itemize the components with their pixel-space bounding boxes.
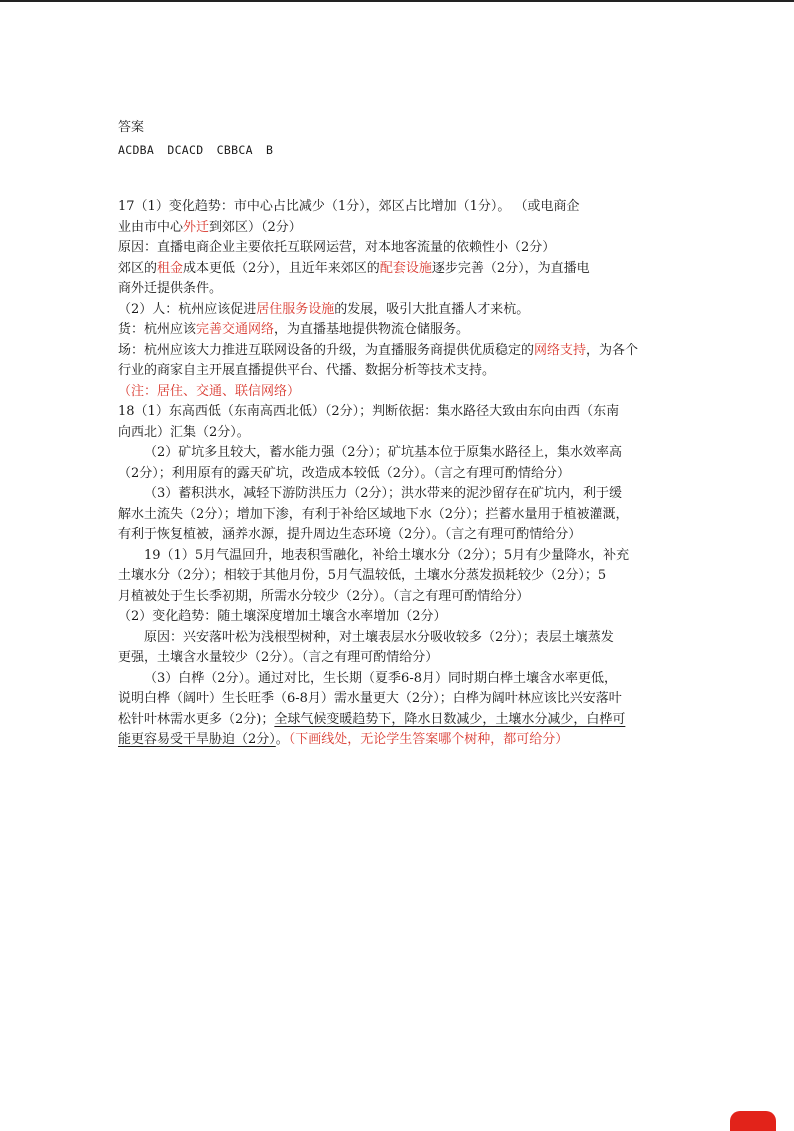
answer-line	[118, 423, 678, 444]
answer-line	[118, 238, 678, 259]
answer-sheet	[118, 118, 678, 751]
top-border-line	[0, 0, 794, 2]
highlight-text: （注：居住、交通、联信网络）	[118, 383, 301, 399]
answer-line	[118, 484, 678, 505]
highlight-text: 租金	[157, 260, 184, 276]
answer-heading: 答案	[118, 120, 145, 135]
answer-text: 说明白桦（阔叶）生长旺季（6-8月）需水量更大（2分）；白桦为阔叶林应该比兴安落叶	[118, 691, 622, 706]
highlight-text: （下画线处，无论学生答案哪个树种，都可给分）	[288, 732, 569, 747]
answer-text: 业由市中心	[118, 219, 184, 235]
answer-line	[118, 300, 678, 321]
answer-text: 松针叶林需水更多（2分)；	[118, 711, 275, 727]
answer-line	[118, 710, 678, 731]
multiple-choice-answers: ACDBA DCACD CBBCA B	[118, 142, 274, 157]
answer-text: 原因：直播电商企业主要依托互联网运营，对本地客流量的依赖性小（2分）	[118, 240, 556, 255]
answer-text: （2分）；利用原有的露天矿坑，改造成本较低（2分）。（言之有理可酌情给分）	[118, 465, 571, 481]
answer-line	[118, 689, 678, 710]
answer-text: 成本更低（2分），且近年来郊区的	[183, 260, 380, 276]
answer-text: 场：杭州应该大力推进互联网设备的升级，为直播服务商提供优质稳定的	[118, 342, 535, 358]
answer-line	[118, 218, 678, 239]
answer-text: （3）蓄积洪水，减轻下游防洪压力（2分）；洪水带来的泥沙留存在矿坑内，利于缓	[144, 486, 623, 501]
answer-text: 商外迁提供条件。	[118, 281, 223, 296]
answer-text: 向西北）汇集（2分）。	[118, 424, 250, 440]
highlight-text: 网络支持	[534, 342, 587, 358]
answer-text: 18（1）东高西低（东南高西北低）（2分）；判断依据：集水路径大致由东向由西（东南	[118, 404, 620, 419]
answer-line	[118, 402, 678, 423]
highlight-text: 外迁	[183, 219, 210, 235]
corner-badge	[730, 1111, 776, 1131]
answer-text: 原因：兴安落叶松为浅根型树种，对土壤表层水分吸收较多（2分）；表层土壤蒸发	[144, 629, 614, 645]
answer-text: 到郊区）（2分）	[209, 219, 302, 235]
answer-line	[118, 525, 678, 546]
underlined-text: 全球气候变暖趋势下，降水日数减少，土壤水分减少，白桦可	[274, 711, 626, 727]
answer-line	[118, 197, 678, 218]
answer-text: 。	[275, 732, 289, 747]
answer-text: 郊区的	[118, 260, 158, 276]
answer-text: （2）人：杭州应该促进	[118, 301, 257, 317]
answer-text: ，为直播基地提供物流仓储服务。	[274, 322, 470, 337]
answer-line	[118, 628, 678, 649]
answer-line	[118, 443, 678, 464]
answer-text: 的发展，吸引大批直播人才来杭。	[334, 301, 530, 317]
answer-text: 17（1）变化趋势：市中心占比减少（1分），郊区占比增加（1分）。 （或电商企	[118, 199, 580, 214]
answer-line	[118, 587, 678, 608]
answer-line	[118, 505, 678, 526]
highlight-text: 配套设施	[379, 260, 432, 276]
answer-text: （2）变化趋势：随土壤深度增加土壤含水率增加（2分）	[118, 609, 447, 624]
answer-line	[118, 341, 678, 362]
answer-line	[118, 279, 678, 300]
answer-line	[118, 566, 678, 587]
answer-text: 土壤水分（2分）；相较于其他月份，5月气温较低，土壤水分蒸发损耗较少（2分）；5	[118, 568, 607, 583]
answer-line	[118, 669, 678, 690]
answer-line	[118, 259, 678, 280]
highlight-text: 居住服务设施	[256, 301, 335, 317]
answer-body	[118, 197, 678, 751]
answer-line	[118, 730, 678, 751]
answer-text: （2）矿坑多且较大，蓄水能力强（2分）；矿坑基本位于原集水路径上，集水效率高	[144, 445, 623, 460]
answer-text: 逐步完善（2分），为直播电	[431, 260, 590, 276]
answer-text: 解水土流失（2分）；增加下渗，有利于补给区域地下水（2分）；拦蓄水量用于植被灌溉，	[118, 506, 629, 522]
answer-line	[118, 361, 678, 382]
answer-line	[118, 607, 678, 628]
answer-text: 有利于恢复植被，涵养水源，提升周边生态环境（2分）。（言之有理可酌情给分）	[118, 527, 582, 542]
answer-text: 货：杭州应该	[118, 322, 197, 337]
highlight-text: 完善交通网络	[196, 322, 275, 337]
answer-text: 月植被处于生长季初期，所需水分较少（2分）。（言之有理可酌情给分）	[118, 588, 530, 604]
answer-text: 更强，土壤含水量较少（2分）。（言之有理可酌情给分）	[118, 650, 439, 665]
answer-text: ，为各个	[586, 342, 639, 358]
answer-line	[118, 464, 678, 485]
underlined-text: 能更容易受干旱胁迫（2分）	[118, 732, 276, 747]
answer-line	[118, 546, 678, 567]
answer-line	[118, 320, 678, 341]
answer-text: 19（1）5月气温回升，地表积雪融化，补给土壤水分（2分）；5月有少量降水，补充	[144, 547, 630, 563]
answer-line	[118, 648, 678, 669]
answer-text: （3）白桦（2分）。通过对比，生长期（夏季6-8月）同时期白桦土壤含水率更低，	[144, 670, 617, 686]
answer-line	[118, 382, 678, 403]
answer-text: 行业的商家自主开展直播提供平台、代播、数据分析等技术支持。	[118, 363, 496, 378]
